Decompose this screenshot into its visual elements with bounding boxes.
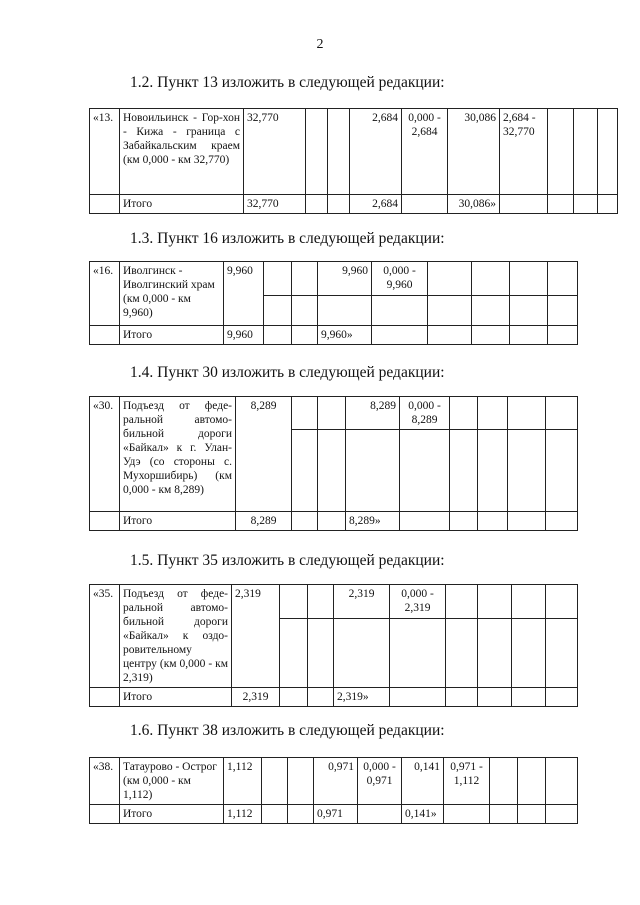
road-name: Татаурово - Острог (км 0,000 - км 1,112) <box>120 758 224 805</box>
cell-empty <box>292 296 318 326</box>
cell-empty <box>546 688 578 707</box>
cell-empty <box>428 296 472 326</box>
length-segment: 2,319 <box>334 585 390 619</box>
cell-empty <box>472 296 510 326</box>
length-segment: 2,684 <box>350 109 402 195</box>
cell-empty <box>280 585 308 619</box>
cell-empty <box>262 758 288 805</box>
cell-empty <box>90 195 120 214</box>
cell-empty <box>546 585 578 619</box>
total-row <box>90 688 578 707</box>
length-segment: 0,971 <box>314 758 358 805</box>
cell-empty <box>450 430 478 512</box>
length-segment: 9,960 <box>318 262 372 296</box>
total-length: 32,770 <box>244 195 306 214</box>
table-item-30 <box>89 396 578 531</box>
length-total: 32,770 <box>244 109 306 195</box>
table-item-13 <box>89 108 618 214</box>
total-segment: 9,960» <box>318 326 372 345</box>
total-label: Итого <box>120 512 236 531</box>
road-name: Подъезд от феде-ральной автомо-бильной дороги «Байкал» к оздо-ровительному центру (км 0,000 - км 2,319) <box>120 585 232 688</box>
cell-empty <box>512 618 546 687</box>
total-label: Итого <box>120 326 224 345</box>
cell-empty <box>318 397 346 430</box>
cell-empty <box>328 195 350 214</box>
cell-empty <box>334 618 390 687</box>
cell-empty <box>292 326 318 345</box>
cell-empty <box>444 805 490 824</box>
cell-empty <box>478 688 512 707</box>
cell-empty <box>472 326 510 345</box>
total-segment: 0,971 <box>314 805 358 824</box>
cell-empty <box>90 688 120 707</box>
total-segment: 2,319» <box>334 688 390 707</box>
km-range: 0,000 - 2,319 <box>390 585 446 619</box>
cell-empty <box>90 805 120 824</box>
cell-empty <box>372 296 428 326</box>
cell-empty <box>358 805 402 824</box>
total-label: Итого <box>120 195 244 214</box>
section-heading-38: 1.6. Пункт 38 изложить в следующей редакции: <box>130 722 445 739</box>
item-number: «30. <box>90 397 120 512</box>
cell-empty <box>318 512 346 531</box>
cell-empty <box>512 585 546 619</box>
section-heading-16: 1.3. Пункт 16 изложить в следующей редакции: <box>130 230 445 247</box>
total-segment: 8,289» <box>346 512 400 531</box>
cell-empty <box>510 326 548 345</box>
cell-empty <box>288 805 314 824</box>
cell-empty <box>292 262 318 296</box>
item-number: «16. <box>90 262 120 326</box>
page-number: 2 <box>316 37 324 52</box>
table-row <box>90 109 618 195</box>
cell-empty <box>518 805 546 824</box>
total-row <box>90 326 578 345</box>
cell-empty <box>264 262 292 296</box>
cell-empty <box>318 430 346 512</box>
table-row <box>90 758 578 805</box>
cell-empty <box>450 512 478 531</box>
length-total: 2,319 <box>232 585 280 688</box>
cell-empty <box>308 618 334 687</box>
cell-empty <box>598 109 618 195</box>
total-label: Итого <box>120 805 224 824</box>
section-heading-35: 1.5. Пункт 35 изложить в следующей редакции: <box>130 552 445 569</box>
cell-empty <box>478 512 508 531</box>
length-total: 1,112 <box>224 758 262 805</box>
total-segment: 2,684 <box>350 195 402 214</box>
length-segment: 8,289 <box>346 397 400 430</box>
section-heading-30: 1.4. Пункт 30 изложить в следующей редакции: <box>130 364 445 381</box>
item-number: «35. <box>90 585 120 688</box>
cell-empty <box>510 296 548 326</box>
cell-empty <box>428 262 472 296</box>
cell-empty <box>478 585 512 619</box>
cell-empty <box>308 688 334 707</box>
length-segment-2: 30,086 <box>448 109 500 195</box>
cell-empty <box>478 397 508 430</box>
cell-empty <box>548 296 578 326</box>
cell-empty <box>262 805 288 824</box>
cell-empty <box>446 688 478 707</box>
cell-empty <box>508 397 546 430</box>
cell-empty <box>280 688 308 707</box>
cell-empty <box>292 430 318 512</box>
section-heading-13: 1.2. Пункт 13 изложить в следующей редакции: <box>130 74 445 91</box>
cell-empty <box>574 195 598 214</box>
cell-empty <box>428 326 472 345</box>
table-row <box>90 397 578 430</box>
cell-empty <box>508 512 546 531</box>
length-total: 8,289 <box>236 397 292 512</box>
road-name: Новоильинск - Гор-хон - Кижа - граница с Забайкальским краем (км 0,000 - км 32,770) <box>120 109 244 195</box>
cell-empty <box>292 512 318 531</box>
cell-empty <box>328 109 350 195</box>
total-row <box>90 512 578 531</box>
cell-empty <box>390 618 446 687</box>
cell-empty <box>548 109 574 195</box>
table-row <box>90 262 578 296</box>
cell-empty <box>318 296 372 326</box>
total-length: 1,112 <box>224 805 262 824</box>
cell-empty <box>548 195 574 214</box>
item-number: «38. <box>90 758 120 805</box>
table-item-35 <box>89 584 578 707</box>
cell-empty <box>402 195 448 214</box>
cell-empty <box>500 195 548 214</box>
cell-empty <box>446 618 478 687</box>
km-range: 0,000 - 8,289 <box>400 397 450 430</box>
cell-empty <box>490 758 518 805</box>
cell-empty <box>90 326 120 345</box>
cell-empty <box>546 758 578 805</box>
length-segment-2: 0,141 <box>402 758 444 805</box>
km-range: 0,000 - 9,960 <box>372 262 428 296</box>
cell-empty <box>264 326 292 345</box>
cell-empty <box>512 688 546 707</box>
cell-empty <box>306 109 328 195</box>
road-name: Иволгинск - Иволгинский храм (км 0,000 - км 9,960) <box>120 262 224 326</box>
table-item-16 <box>89 261 578 345</box>
total-row <box>90 195 618 214</box>
cell-empty <box>306 195 328 214</box>
cell-empty <box>574 109 598 195</box>
total-segment-2: 0,141» <box>402 805 444 824</box>
cell-empty <box>510 262 548 296</box>
total-segment-2: 30,086» <box>448 195 500 214</box>
total-length: 2,319 <box>232 688 280 707</box>
cell-empty <box>490 805 518 824</box>
cell-empty <box>546 397 578 430</box>
cell-empty <box>450 397 478 430</box>
cell-empty <box>292 397 318 430</box>
cell-empty <box>546 805 578 824</box>
cell-empty <box>446 585 478 619</box>
total-length: 9,960 <box>224 326 264 345</box>
road-name: Подъезд от феде-ральной автомо-бильной дороги «Байкал» к г. Улан-Удэ (со стороны с. Мухоршибирь) (км 0,000 - км 8,289) <box>120 397 236 512</box>
total-length: 8,289 <box>236 512 292 531</box>
cell-empty <box>518 758 546 805</box>
table-row <box>90 585 578 619</box>
cell-empty <box>598 195 618 214</box>
cell-empty <box>548 326 578 345</box>
km-range-2: 2,684 - 32,770 <box>500 109 548 195</box>
table-item-38 <box>89 757 578 824</box>
cell-empty <box>472 262 510 296</box>
item-number: «13. <box>90 109 120 195</box>
cell-empty <box>546 512 578 531</box>
cell-empty <box>308 585 334 619</box>
km-range: 0,000 - 0,971 <box>358 758 402 805</box>
cell-empty <box>288 758 314 805</box>
cell-empty <box>264 296 292 326</box>
length-total: 9,960 <box>224 262 264 326</box>
cell-empty <box>478 430 508 512</box>
total-row <box>90 805 578 824</box>
km-range-2: 0,971 - 1,112 <box>444 758 490 805</box>
total-label: Итого <box>120 688 232 707</box>
cell-empty <box>546 618 578 687</box>
cell-empty <box>548 262 578 296</box>
cell-empty <box>280 618 308 687</box>
cell-empty <box>390 688 446 707</box>
km-range: 0,000 - 2,684 <box>402 109 448 195</box>
cell-empty <box>400 430 450 512</box>
cell-empty <box>90 512 120 531</box>
cell-empty <box>546 430 578 512</box>
cell-empty <box>400 512 450 531</box>
cell-empty <box>372 326 428 345</box>
cell-empty <box>478 618 512 687</box>
cell-empty <box>508 430 546 512</box>
cell-empty <box>346 430 400 512</box>
